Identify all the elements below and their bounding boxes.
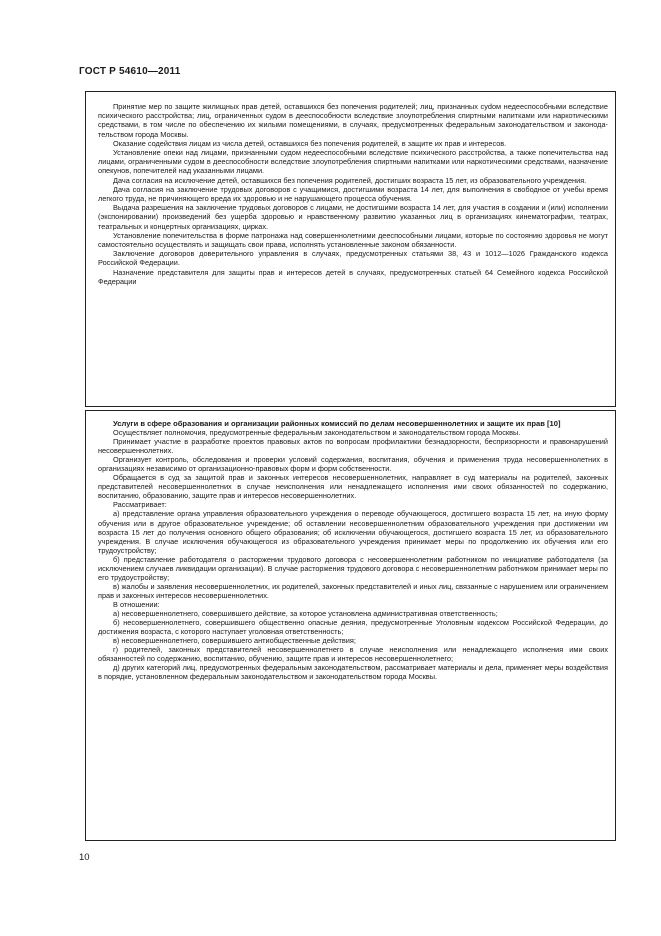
table-cell-guardianship-services <box>85 91 616 407</box>
paragraph: в) несовершеннолетнего, совершившего антиобщественные действия; <box>113 636 356 646</box>
paragraph: б) несовершеннолетнего, совершившего общественно опасные деяния, предусмотренные Уголовным кодексом Российской Федерации, до достижения возраста, с которого наступает уголовная ответственность; <box>98 618 608 637</box>
cell-content <box>86 411 615 681</box>
paragraph: д) других категорий лиц, предусмотренных федеральным законодательством, рассматривает материалы и дела, применяет меры воздействия в порядке, установленном федеральным законодательством и законодательством города Москвы. <box>98 663 608 682</box>
table-cell-education-services <box>85 410 616 841</box>
paragraph: Принимает участие в разработке проектов правовых актов по вопросам профилактики безнадзорности, беспризорности и правонарушений несовершеннолетних. <box>98 437 608 456</box>
document-header: ГОСТ Р 54610—2011 <box>79 66 181 77</box>
paragraph: Рассматривает: <box>113 500 167 510</box>
paragraph: Осуществляет полномочия, предусмотренные федеральным законодательством и законодательством города Москвы. <box>113 428 521 438</box>
paragraph: в) жалобы и заявления несовершеннолетних, их родителей, законных представителей и иных лиц, связанные с нарушением или ограничением прав и законных интересов несовершеннолетних. <box>98 581 608 600</box>
section-title: Услуги в сфере образования и организации районных комиссий по делам несовершеннолетних и защите их прав [10] <box>113 419 561 428</box>
paragraph: а) представление органа управления образовательного учреждения о переводе обучающегося, достигшего возраста 15 лет, на иную форму обучения или в другое образовательное учреждение; об оставлении несовершеннолетним образовательного учреждения при достижении им возраста 15 лет до получения основного общего образования; об исключении обучающегося, достигшего возраста 15 лет, из образовательного учреждения. В случае исключения обучающегося из образовательного учреждения принимает меры по продолжению их обучения или его трудоустройству; <box>98 509 608 555</box>
paragraph: Дача согласия на заключение трудовых договоров с учащимися, достигшими возраста 14 лет, для выполнения в свободное от учебы время легкого труда, не причиняющего вреда их здоровью и не нарушающего процесса обучения. <box>98 184 608 204</box>
paragraph: Организует контроль, обследования и проверки условий содержания, воспитания, обучения и применения труда несовершеннолетних в организациях независимо от организационно-правовых форм и форм собственности. <box>98 455 608 474</box>
page-number: 10 <box>79 852 90 863</box>
paragraph: В отношении: <box>113 599 160 609</box>
paragraph: Оказание содействия лицам из числа детей, оставшихся без попечения родителей, в защите их прав и интересов. <box>113 138 507 148</box>
paragraph: Обращается в суд за защитой прав и законных интересов несовершеннолетних, направляет в суд материалы на родителей, законных представителей несовершеннолетних в случае неисполнения или ненадлежащего исполнения ими своих обязанностей по содержанию, воспитанию, образованию, защите прав и интересов несовершеннолетних. <box>98 473 608 501</box>
paragraph: Заключение договоров доверительного управления в случаях, предусмотренных статьями 38, 43 и 1012—1026 Гражданского кодекса Российской Федерации. <box>98 249 608 268</box>
paragraph: Выдача разрешения на заключение трудовых договоров с лицами, не достигшими возраста 14 лет, для участия в создании и (или) исполнении (экспонировании) произведений без ущерба здоровью и нравственному развитию указанных лиц в организациях кинематографии, театрах, театральных и концертных организациях, цирках. <box>98 203 608 231</box>
paragraph: Дача согласия на исключение детей, оставшихся без попечения родителей, достигших возраста 15 лет, из образовательного учреждения. <box>113 175 587 185</box>
paragraph: б) представление работодателя о расторжении трудового договора с несовершеннолетним работником по инициативе работодателя (за исключением случаев ликвидации организации). В случае расторжения трудового договора с несовершеннолетним работником принимает меры по его трудоустройству; <box>98 554 608 582</box>
paragraph: Назначение представителя для защиты прав и интересов детей в случаях, предусмотренных статьей 64 Семейного кодекса Российской Федерации <box>98 267 608 286</box>
paragraph: Принятие мер по защите жилищных прав детей, оставшихся без попечения родителей; лиц, признанных суdом недееспособными вследствие психического расстройства; лиц, ограниченных судом в дееспособности вследствие злоупотребления спиртными напитками или наркотическими средствами, в том числе по обеспечению их жилыми помещениями, в случаях, предусмотренных федеральным законодательством и законодательством города Москвы. <box>98 102 608 139</box>
cell-content <box>86 92 615 286</box>
paragraph: г) родителей, законных представителей несовершеннолетнего в случае неисполнения или ненадлежащего исполнения ими своих обязанностей по содержанию, воспитанию, обучению, защите прав и интересов несовершеннолетнего; <box>98 645 608 664</box>
paragraph: Установление опеки над лицами, признанными судом недееспособными вследствие психического расстройства, а также попечительства над лицами, ограниченными судом в дееспособности вследствие злоупотребления спиртными напитками или наркотическими средствами, назначение опекунов, попечителей над указанными лицами. <box>98 148 608 176</box>
paragraph: а) несовершеннолетнего, совершившего действие, за которое установлена административная ответственность; <box>113 608 498 618</box>
paragraph: Установление попечительства в форме патронажа над совершеннолетними дееспособными лицами, которые по состоянию здоровья не могут самостоятельно осуществлять и защищать свои права, исполнять установленные законом обязанности. <box>98 230 608 250</box>
